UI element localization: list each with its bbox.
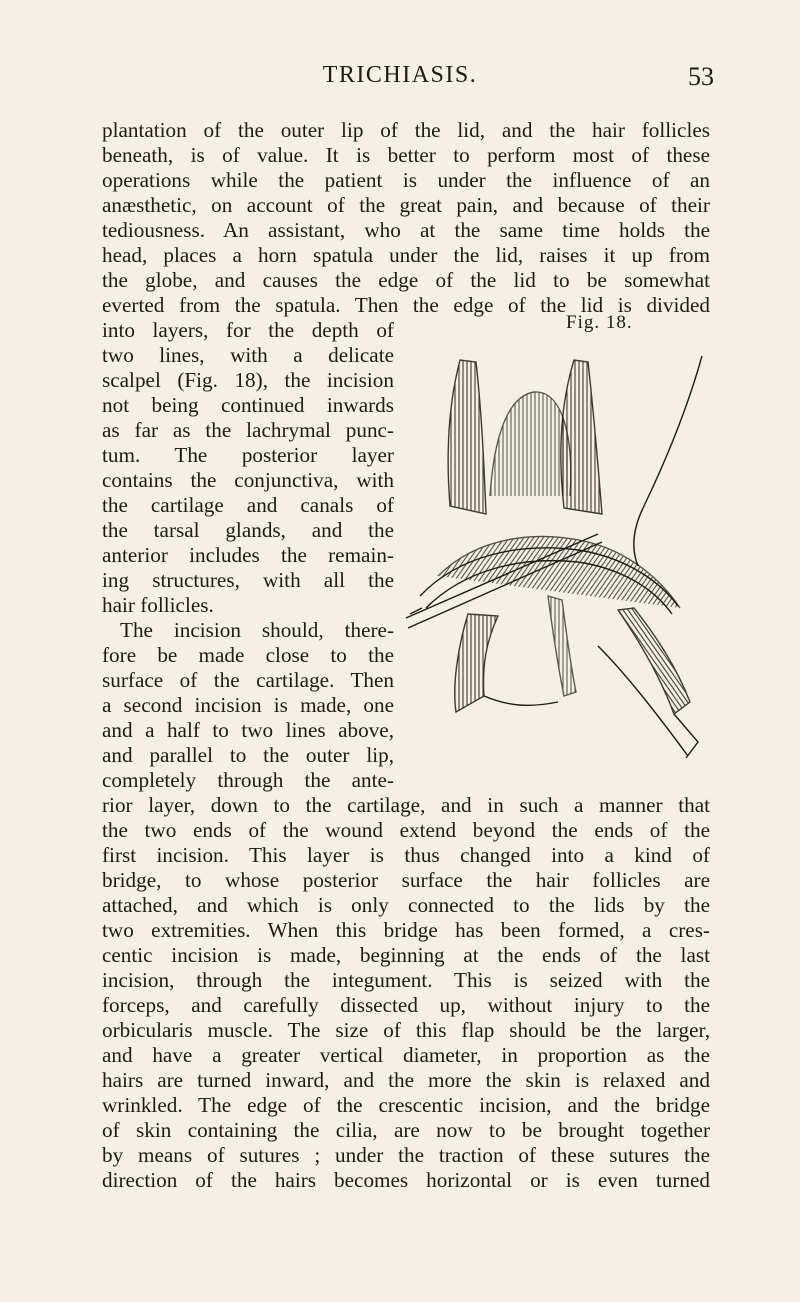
text-line: surface of the cartilage. Then bbox=[102, 668, 394, 692]
text-line: operations while the patient is under the influence of an bbox=[102, 168, 710, 192]
text-line: direction of the hairs becomes horizontal or is even turned bbox=[102, 1168, 710, 1192]
text-line: hair follicles. bbox=[102, 593, 214, 617]
figure-caption: Fig. 18. bbox=[566, 312, 633, 333]
text-line: anæsthetic, on account of the great pain, and because of their bbox=[102, 193, 710, 217]
text-line: two extremities. When this bridge has been formed, a cres- bbox=[102, 918, 710, 942]
text-line: tediousness. An assistant, who at the same time holds the bbox=[102, 218, 710, 242]
text-line: ing structures, with all the bbox=[102, 568, 394, 592]
page-number: 53 bbox=[688, 62, 714, 91]
text-line: plantation of the outer lip of the lid, and the hair follicles bbox=[102, 118, 710, 142]
text-line: The incision should, there- bbox=[120, 618, 394, 642]
text-line: rior layer, down to the cartilage, and in such a manner that bbox=[102, 793, 710, 817]
text-line: scalpel (Fig. 18), the incision bbox=[102, 368, 394, 392]
text-line: and have a greater vertical diameter, in proportion as the bbox=[102, 1043, 710, 1067]
text-line: into layers, for the depth of bbox=[102, 318, 394, 342]
text-line: bridge, to whose posterior surface the hair follicles are bbox=[102, 868, 710, 892]
text-line: forceps, and carefully dissected up, without injury to the bbox=[102, 993, 710, 1017]
running-head bbox=[0, 62, 800, 98]
text-line: the tarsal glands, and the bbox=[102, 518, 394, 542]
text-line: not being continued inwards bbox=[102, 393, 394, 417]
text-line: attached, and which is only connected to the lids by the bbox=[102, 893, 710, 917]
text-line: the two ends of the wound extend beyond the ends of the bbox=[102, 818, 710, 842]
text-line: completely through the ante- bbox=[102, 768, 394, 792]
text-line: first incision. This layer is thus changed into a kind of bbox=[102, 843, 710, 867]
text-line: centic incision is made, beginning at the ends of the last bbox=[102, 943, 710, 967]
text-line: head, places a horn spatula under the lid, raises it up from bbox=[102, 243, 710, 267]
text-line: anterior includes the remain- bbox=[102, 543, 394, 567]
text-line: a second incision is made, one bbox=[102, 693, 394, 717]
text-line: beneath, is of value. It is better to perform most of these bbox=[102, 143, 710, 167]
text-line: of skin containing the cilia, are now to be brought together bbox=[102, 1118, 710, 1142]
text-line: wrinkled. The edge of the crescentic incision, and the bridge bbox=[102, 1093, 710, 1117]
running-title: TRICHIASIS. bbox=[322, 62, 478, 88]
text-line: by means of sutures ; under the traction of these sutures the bbox=[102, 1143, 710, 1167]
text-line: everted from the spatula. Then the edge of the lid is divided bbox=[102, 293, 710, 317]
text-line: and parallel to the outer lip, bbox=[102, 743, 394, 767]
text-line: the globe, and causes the edge of the lid to be somewhat bbox=[102, 268, 710, 292]
text-line: two lines, with a delicate bbox=[102, 343, 394, 367]
text-line: as far as the lachrymal punc- bbox=[102, 418, 394, 442]
text-line: and a half to two lines above, bbox=[102, 718, 394, 742]
text-line: fore be made close to the bbox=[102, 643, 394, 667]
text-line: contains the conjunctiva, with bbox=[102, 468, 394, 492]
text-line: incision, through the integument. This is seized with the bbox=[102, 968, 710, 992]
text-line: the cartilage and canals of bbox=[102, 493, 394, 517]
text-line: orbicularis muscle. The size of this flap should be the larger, bbox=[102, 1018, 710, 1042]
text-line: tum. The posterior layer bbox=[102, 443, 394, 467]
eyelid-operation-illustration bbox=[398, 346, 714, 776]
text-line: hairs are turned inward, and the more the skin is relaxed and bbox=[102, 1068, 710, 1092]
